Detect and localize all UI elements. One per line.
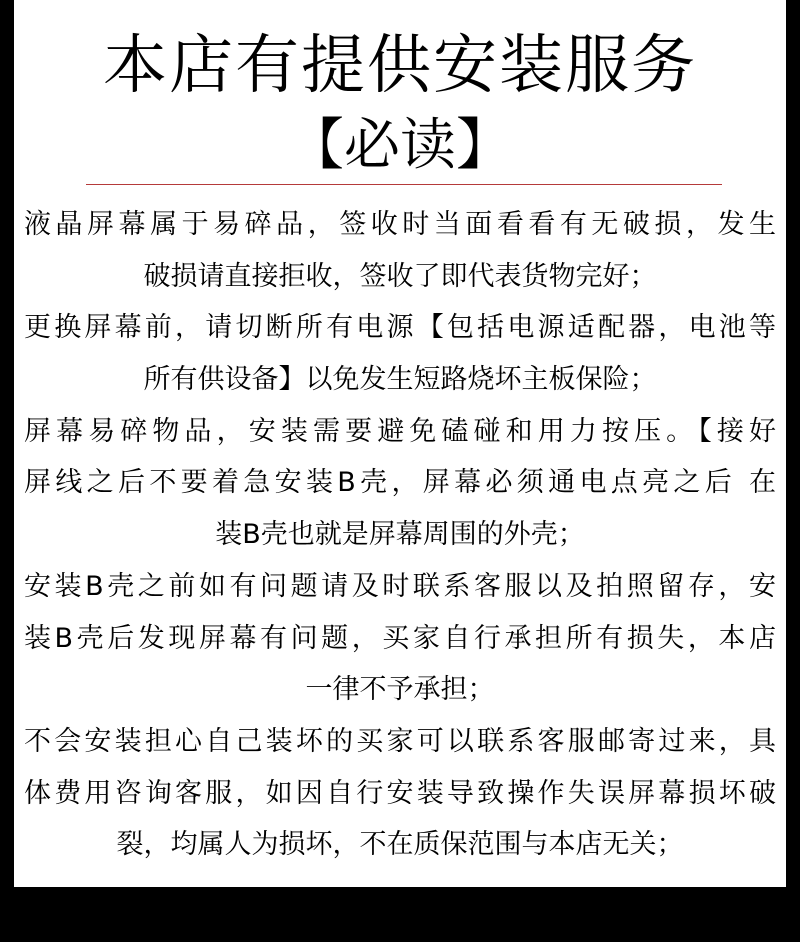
notice-line: 装B壳也就是屏幕周围的外壳； bbox=[215, 519, 585, 551]
notice-line: 所有供设备】以免发生短路烧坏主板保险； bbox=[143, 364, 657, 396]
notice-line: 一律不予承担； bbox=[305, 674, 495, 706]
divider-line bbox=[86, 184, 722, 185]
notice-line: 更换屏幕前，请切断所有电源【包括电源适配器，电池等 bbox=[24, 312, 776, 344]
notice-line: 不会安装担心自己装坏的买家可以联系客服邮寄过来，具 bbox=[24, 725, 776, 757]
notice-line: 裂，均属人为损坏，不在质保范围与本店无关； bbox=[116, 829, 684, 861]
notice-title: 本店有提供安装服务 bbox=[103, 29, 697, 103]
notice-line: 装B壳后发现屏幕有问题，买家自行承担所有损失，本店 bbox=[24, 622, 776, 654]
notice-line: 体费用咨询客服，如因自行安装导致操作失误屏幕损坏破 bbox=[24, 777, 776, 809]
notice-line: 破损请直接拒收，签收了即代表货物完好； bbox=[143, 260, 657, 292]
notice-sheet bbox=[14, 0, 786, 887]
notice-line: 安装B壳之前如有问题请及时联系客服以及拍照留存，安 bbox=[24, 570, 776, 602]
notice-body bbox=[14, 199, 786, 871]
notice-line: 屏幕易碎物品，安装需要避免磕碰和用力按压。【接好 bbox=[24, 415, 776, 447]
notice-line: 屏线之后不要着急安装B壳，屏幕必须通电点亮之后 在 bbox=[24, 467, 776, 499]
notice-line: 液晶屏幕属于易碎品，签收时当面看看有无破损，发生 bbox=[24, 209, 776, 240]
notice-subtitle: 【必读】 bbox=[288, 113, 512, 178]
